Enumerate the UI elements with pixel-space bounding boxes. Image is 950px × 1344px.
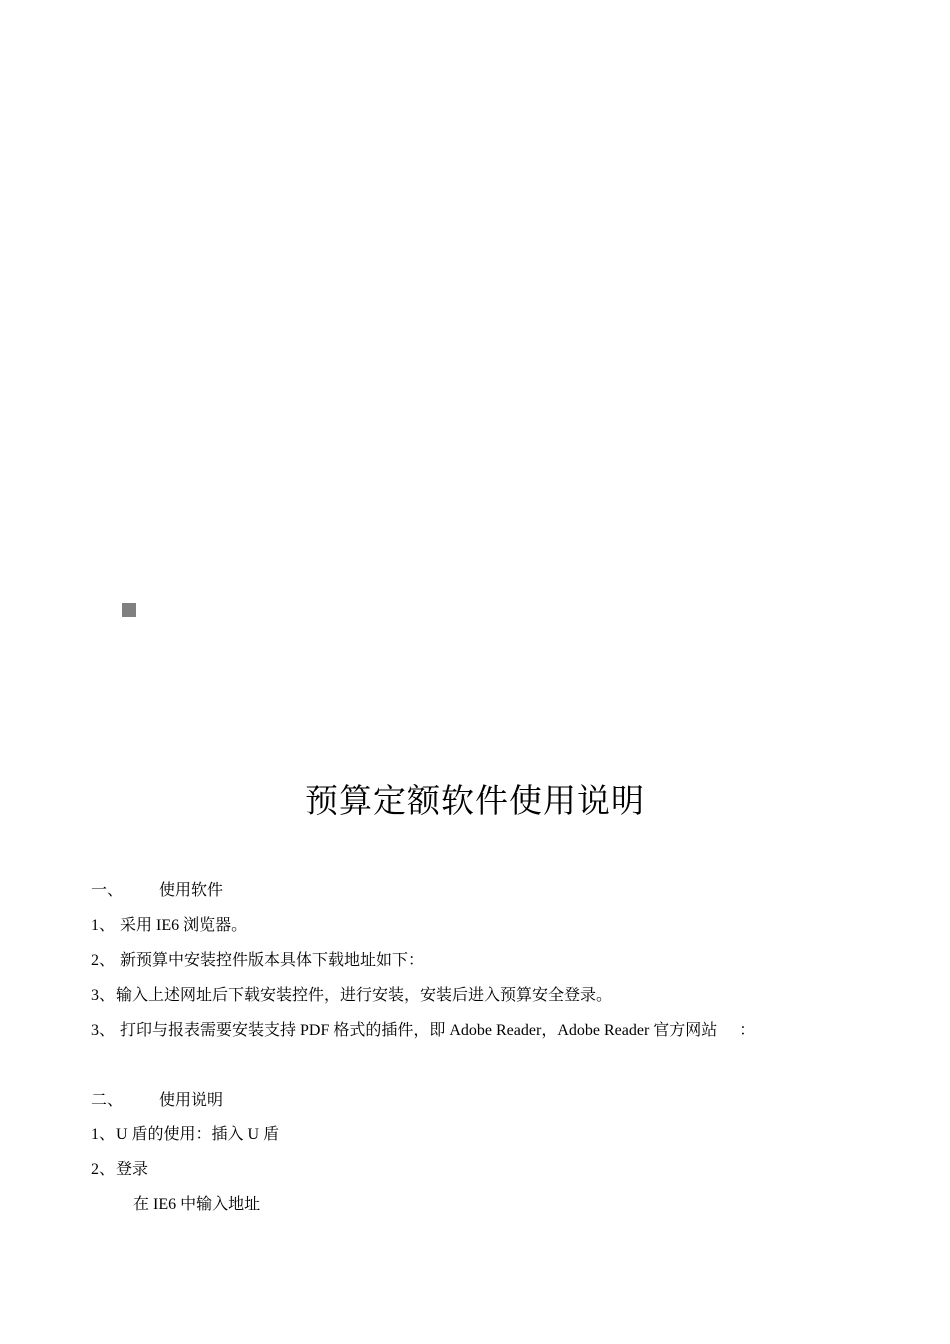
item-text: 打印与报表需要安装支持 PDF 格式的插件，即 Adobe Reader，Adobe Reader 官方网站 bbox=[120, 1022, 718, 1039]
item-text: U 盾的使用：插入 U 盾 bbox=[116, 1126, 280, 1143]
item-number: 3、 bbox=[91, 987, 116, 1004]
section-number: 二、 bbox=[91, 1092, 124, 1109]
document-title: 预算定额软件使用说明 bbox=[305, 781, 645, 820]
section-heading-text: 使用说明 bbox=[159, 1092, 224, 1109]
item-number: 2、 bbox=[91, 1161, 116, 1178]
item-text: 采用 IE6 浏览器。 bbox=[120, 917, 248, 934]
list-item bbox=[91, 915, 247, 937]
section-number: 一、 bbox=[91, 882, 124, 899]
list-item bbox=[91, 950, 424, 972]
item-number: 1、 bbox=[91, 917, 116, 934]
list-item bbox=[91, 985, 612, 1007]
section-heading bbox=[91, 1090, 223, 1112]
item-number: 2、 bbox=[91, 952, 116, 969]
section-heading-text: 使用软件 bbox=[159, 882, 224, 899]
item-text: 输入上述网址后下载安装控件，进行安装，安装后进入预算安全登录。 bbox=[116, 987, 613, 1004]
section-heading bbox=[91, 880, 223, 902]
list-item bbox=[91, 1020, 755, 1042]
sub-text: 在 IE6 中输入地址 bbox=[133, 1196, 261, 1213]
list-item bbox=[91, 1159, 148, 1181]
item-number: 3、 bbox=[91, 1022, 116, 1039]
item-suffix: ： bbox=[739, 1022, 756, 1039]
item-text: 登录 bbox=[116, 1161, 149, 1178]
item-text: 新预算中安装控件版本具体下载地址如下： bbox=[120, 952, 425, 969]
list-item bbox=[91, 1124, 279, 1146]
item-number: 1、 bbox=[91, 1126, 116, 1143]
gray-square-icon bbox=[122, 603, 136, 617]
